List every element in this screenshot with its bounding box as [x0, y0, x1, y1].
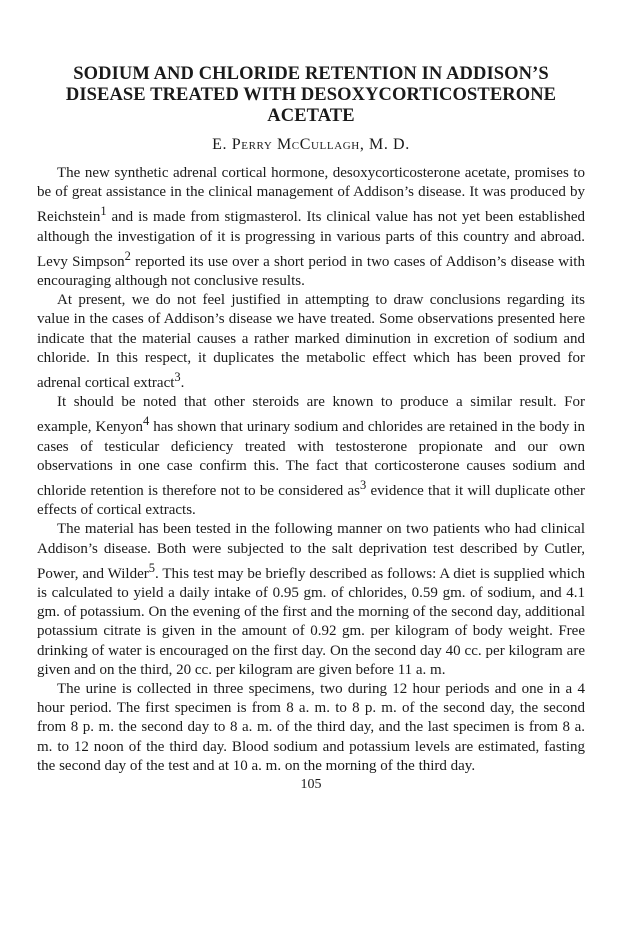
- footnote-ref: 2: [124, 248, 131, 263]
- paragraph: The urine is collected in three specimens, two during 12 hour periods and one in a 4 hour period. The first specimen is from 8 a. m. to 8 p. m. of the second day, the second from 8 p. m. the second day to 8 a. m. of the third day, and the last specimen is from 8 a. m. to 12 noon of the third day. Blood sodium and potassium levels are estimated, fasting the second day of the test and at 10 a. m. on the morning of the third day.: [37, 681, 585, 774]
- article-body: [37, 164, 585, 776]
- paragraph: The material has been tested in the following manner on two patients who had clinical Addison’s disease. Both were subjected to the salt deprivation test described by Cutler, Power, and Wilder$^5$. This test may be briefly described as follows: A diet is supplied which is calculated to yield a daily intake of 0.95 gm. of chlorides, 0.59 gm. of sodium, and 4.1 gm. of potassium. On the evening of the first and the morning of the second day, additional potassium citrate is given in the amount of 0.92 gm. per kilogram of body weight. Free drinking of water is encouraged on the first day. On the second day 40 cc. per kilogram are given and on the third, 20 cc. per kilogram are given before 11 a. m.: [37, 521, 585, 678]
- footnote-ref: 3: [174, 370, 181, 385]
- footnote-ref: 3: [360, 478, 367, 493]
- title-line: DISEASE TREATED WITH DESOXYCORTICOSTERONE: [65, 85, 557, 105]
- paragraph: The new synthetic adrenal cortical hormone, desoxycorticosterone acetate, promises to be of great assistance in the clinical management of Addison’s disease. It was produced by Reichstein$^1$ and is made from stigmasterol. Its clinical value has not yet been established although the investigation of it is progressing in various parts of this country and abroad. Levy Simpson$^2$ reported its use over a short period in two cases of Addison’s disease with encouraging although not conclusive results.: [37, 165, 585, 290]
- paragraph: It should be noted that other steroids are known to produce a similar result. For example, Kenyon$^4$ has shown that urinary sodium and chlorides are retained in the body in cases of testicular deficiency treated with testosterone propionate and our own observations in one case confirm this. The fact that corticosterone causes sodium and chloride retention is therefore not to be considered $as^3$ evidence that it will duplicate other effects of cortical extracts.: [37, 394, 585, 519]
- footnote-ref: 4: [143, 414, 150, 429]
- paragraph: At present, we do not feel justified in attempting to draw conclusions regarding its value in the cases of Addison’s disease we have treated. Some observations presented here indicate that the material causes a rather marked diminution in excretion of sodium and chloride. In this respect, it duplicates the metabolic effect which has been proved for adrenal cortical extract$^3$.: [37, 292, 585, 392]
- article-title: [37, 64, 585, 127]
- article-page: [37, 64, 585, 793]
- author-degree: , M. D.: [359, 136, 410, 153]
- title-line: ACETATE: [267, 106, 355, 126]
- footnote-ref: 1: [100, 204, 107, 219]
- author-name: E. Perry McCullagh: [212, 136, 360, 153]
- title-line: SODIUM AND CHLORIDE RETENTION IN ADDISON’S: [73, 64, 549, 84]
- footnote-ref: 5: [148, 560, 155, 575]
- page-number: 105: [300, 777, 322, 793]
- author-byline: [37, 136, 585, 154]
